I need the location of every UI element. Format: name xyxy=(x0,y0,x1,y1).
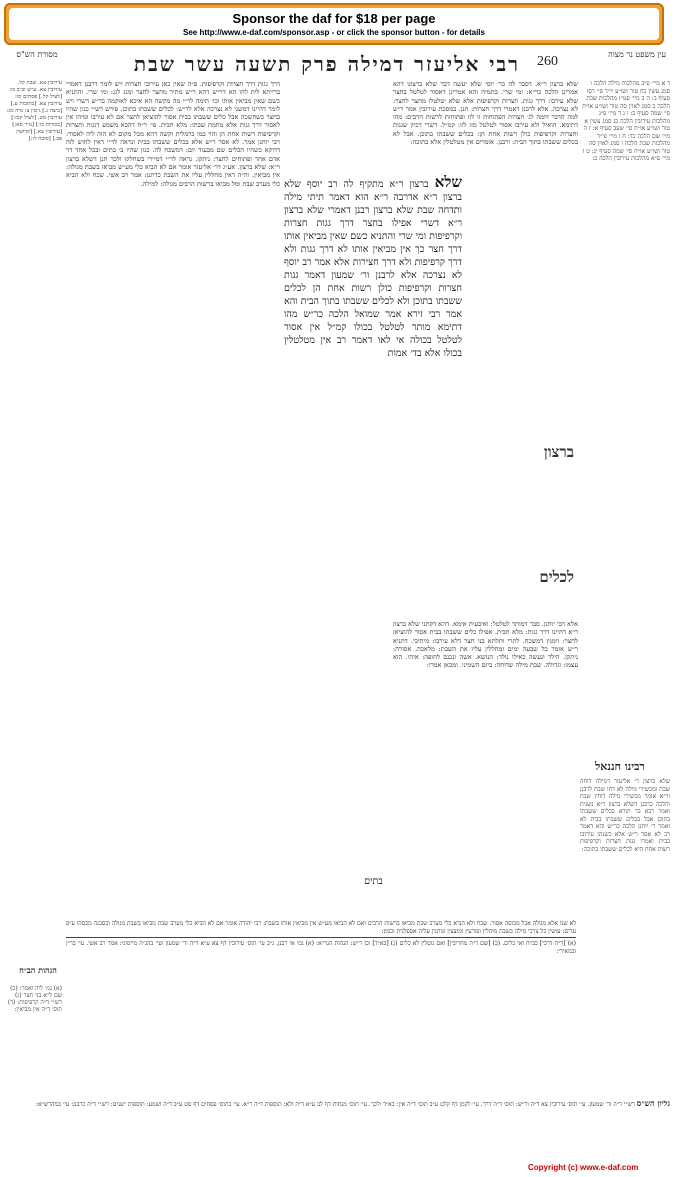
gemara-opening-word: שלא xyxy=(434,175,462,191)
page-header xyxy=(6,50,670,80)
gilyon-hashas xyxy=(6,1100,670,1156)
page-number: 260 xyxy=(537,54,558,69)
sponsor-subtitle[interactable] xyxy=(9,27,659,38)
sponsor-banner-inner[interactable] xyxy=(9,8,659,40)
gemara-bottom-line: בתים xyxy=(364,876,383,887)
talmud-page xyxy=(6,50,670,1158)
sponsor-title[interactable]: Sponsor the daf for $18 per page xyxy=(232,11,436,26)
hagahot-title: הגהות הב״ח xyxy=(19,965,57,975)
rashi-column: שלא ברצון ר״א. דסבר לה כר׳ יוסי שלא יעשה דבר שלא ברצונו דהא אמרינן הלכה כר״א: ומי שרי. בתמיה והא אמרינן דאסור לטלטל בחצר שלא עירבו: דרך גגות. חצרות וקרפיפות אלא שלא יטלטלו מחצר לחצר: לא נצרכה. אלא לרבנן דאמרי דרך חצרות: תנן. במסכת עירובין אמר ר״ש למה הדבר דומה לג׳ חצרות הפתוחות זו לזו ופתוחות לרשות הרבים: מהו דתימא. הואיל ולא עירבו אסור לטלטל מזו לזו: קמ״ל. דשרי דכיון שגגות וחצרות וקרפיפות כולן רשות אחת הן: בכלים ששבתו בתוכן. אבל לא בכלים ששבתו בתוך הבית: ורבנן. אומרים אין מטלטלין אלא בתוכה: xyxy=(393,80,578,147)
sponsor-link[interactable]: See http://www.e-daf.com/sponsor.asp - or click the sponsor button - for details xyxy=(183,28,485,37)
rashi-lower-column: אלא רבי יוחנן. סבר דמותר לטלטל: ואיבעית אימא. דהא דקתני שלא ברצון ר״א דהיינו דרך גגות: מלא חבית. אפילו כלים ששבתו בבית אסור להוציאן לחצר: זימנין דמשכח. לתרי ותלתא בני חצר דלא עירבו: מיתיבי. דתניא ר״ש אומר כל שבעה ימים ומחללין עליו את השבת: מלאכה. אסורה: ניתקן. הילד ונעשה כאילו נולד: הנושא. אשה ונכנס לחופה: איהו. הוא עצמו: וגדולה. שבת מילה שדוחה: ביום השמיני. ומכאן אמרו: xyxy=(393,620,578,670)
mesorah-column: עירובין צא. שבת קל. עירובין צא. ע״ש וב״ב כו: [לעיל קל.] פסחים סו: עירובין צא. [כתובות ע.] [ביצה ג.] גיטין צ: נדה מג: עירובין מט. [לעיל קכז:] [בכורות כו:] [נזיר סא:] [עירובין צא.] [קדושין פב.] [סוכה לו:] xyxy=(6,80,62,142)
hagahot-text: (א) גמ׳ ליה ואמר: (ב) שם ל״א בני חצר (ג) רש״י ד״ה קרפיפות: (ד) תוס׳ ד״ה אין מביאין: xyxy=(7,985,62,1013)
rabbeinu-chananel-column: שלא ברצון ר׳ אליעזר דמילה דוחה שבת ומכשירי מילה לא דחו שבת לרבנן ור״א אומר מכשירי מילה דוחין שבת והלכה כרבנן דשלא ברצון ר״א נשנית ואמר רבא בר תורא בכלים ששבתו בתוכן אבל בכלים ששבתו בבית לא ואמר ר׳ יוחנן הלכה כר״ש והא דאמר רב לא אסר ר״ש אלא כשנתן עירובו בבית ואמרו גגות חצרות וקרפיפות רשות אחת היא לכלים ששבתו בתוכה: xyxy=(580,778,670,853)
gemara-body: ברצון ר״א מתקיף לה רב יוסף שלא ברצון ר״א אדרבה ר״א הוא דאמר תיתי מילה ותדחה שבת שלא ברצון רבנן דאמרי שלא ברצון ר״א דשרי אפילו בחצר דרך גגות חצרות וקרפיפות ומי שרי והתניא כשם שאין מביאין אותו דרך חצר כך אין מביאין אותו לא דרך גגות ולא דרך קרפיפות ולא דרך חצירות אלא אמר רב יוסף לא נצרכה אלא לרבנן ור׳ שמעון דאמר גגות חצרות וקרפיפות כולן רשות אחת הן לכלים ששבתו בתוכן ולא לכלים ששבתו בתוך הבית והא אמר רבי זירא אמר שמואל הלכה כר״ש מהו דתימא מותר לטלטל בכולו קמ״ל אין אסור לטלטל בכולה אי לאו דאמר רב אין מטלטלין בכולו אלא בד׳ אמות xyxy=(284,179,462,359)
footnote-text-2: (א) [ד״ה דרכי] כב״ח ואי כלים. (ב) [שם ד״ה מחריבין] ואם נוטלין לא כלים (ג) [בא״ד] וכן ר״ש: הגהות הגר״א: (א) גמ׳ אי רבנן. נ״ב עי׳ תוס׳ עירובין דף צא ע״א ד״ה ור׳ שמעון ועי׳ בהג״ה מיימוני: אמר רב אשי. עי׳ בר״ן ובמאירי: xyxy=(66,940,576,955)
sponsor-banner[interactable] xyxy=(4,3,664,45)
gilyon-text: רש״י ד״ה ור׳ שמעון. עי׳ תוס׳ עירובין צא ד״ה ור״ש: תוס׳ ד״ה דרך. עי׳ לקמן דף קלט ע״ב תוס׳ ד״ה אין: בא״ד ולכך. עי׳ תוס׳ מנחות דף לב ע״א ד״ה ולא: תוספות ד״ה ר״א. עי׳ בתוס׳ פסחים דף סט ע״ב ד״ה ושמע: תוספות ישנים: רש״י ד״ה כרבנן: עי׳ במהרש״א: xyxy=(35,1101,635,1108)
tosafot-column: דרך גגות דרך חצרות וקרפיפות. פ״ה שאין כאן עירובי חצרות ויש לומר דרבנן דאמרי ברייתא לית להו הא דר״ש דהא ר״ש מתיר מחצר לחצר ומגג לגג: ומי שרי. והתניא כשם שאין מביאין אותו וכו׳ תימה לר״י מה מקשה הא איכא לאוקמה כר״ש דשרי ויש לומר דהיינו דמשני לא נצרכה אלא לר״ש: לכלים ששבתו בתוכן. פירש רש״י כגון שהיו בחצר כשחשכה אבל כלים ששבתו בבית אסור להוציאן לחצר אם לא עירבו ומיהו אין לאסור דרך גגות אלא מחמת שבתו: מלא חבית. פי׳ ר״ח דהכא משמע דגגות וחצרות וקרפיפות רשות אחת הן והוי כמו כרמלית וקשה דהא מכל מקום לא הוה ליה לאסור: רבי יוחנן אמר. לא אסר ר״ש אלא בכלים ששבתו בבית ונראה לר״י דאין לחוש לזה דדוקא כשהיו הכלים שם מבעוד יום: דמשכח לה. כגון שהיו ב׳ בתים ובכל אחד דר אדם אחד ופתוחים לחצר: ניתקן. נראה לר״י דמיירי בשחלקו ולכך תנן דשלא ברצון ר״א: שלא ברצון. אע״ג דר׳ אליעזר אומר אם לא הביא כלי מע״ש מביאו בשבת מגולה: אין מביאין. וה״ה דאין מחללין עליו את השבת כדתנן: אמר רב אשי. שכח ולא הביא כלי מערב שבת ומל מביאו ברשות הרבים מגולה: למילה. xyxy=(66,80,280,188)
rabbeinu-chananel-title: רבינו חננאל xyxy=(595,760,645,773)
copyright-link[interactable]: Copyright (c) www.e-daf.com xyxy=(528,1163,639,1172)
page-title: רבי אליעזר דמילה פרק תשעה עשר שבת xyxy=(133,52,520,76)
rashi-dibbur-kelim: לכלים xyxy=(539,568,574,586)
mesorah-label: מסורת הש"ס xyxy=(16,50,58,59)
ein-mishpat-label: עין משפט נר מצוה xyxy=(608,50,666,59)
footnote-text-1: לא שנו אלא מגולה אבל מכוסה אסור. שכח ולא הביא כלי מערב שבת מביאו ברשות הרבים ואם לא הביאו מע״ש אין מביאין אותו בשבת: רבי יהודה אומר אם לא הביא כלי מערב שבת מביאו בשבת מגולה ובסכנה מכסהו ע״פ עדים: עושין כל צרכי מילה בשבת מוהלין ופורעין ומוצצין ונותנין עליה אספלנית וכמון: xyxy=(66,920,576,935)
footnote-divider xyxy=(66,937,576,938)
footnotes-block xyxy=(66,920,576,1095)
gilyon-title: גליון הש״ס xyxy=(636,1100,670,1108)
rashi-dibbur-retzon: ברצון xyxy=(543,443,574,461)
ein-mishpat-column: ד א מיי׳ פ״ב מהלכות מילה הלכה ו סמג עשין כח טור ושו״ע יו״ד סי׳ רסו סעיף ב: ה ב מיי׳ פט״ז מהלכות שבת הלכה ב סמג לאוין סה טור ושו״ע או״ח סי׳ שמה סעיף ב: ו ג ד מיי׳ פ״ג מהלכות עירובין הלכה כג סמג עשין א טור ושו״ע או״ח סי׳ שעב סעיף א: ז ה מיי׳ שם הלכה כד: ח ו מיי׳ פי״ד מהלכות שבת הלכה ו סמג לאוין סה טור ושו״ע או״ח סי׳ שמה סעיף יג: ט ז מיי׳ פ״א מהלכות עירובין הלכה כ: xyxy=(582,80,670,162)
